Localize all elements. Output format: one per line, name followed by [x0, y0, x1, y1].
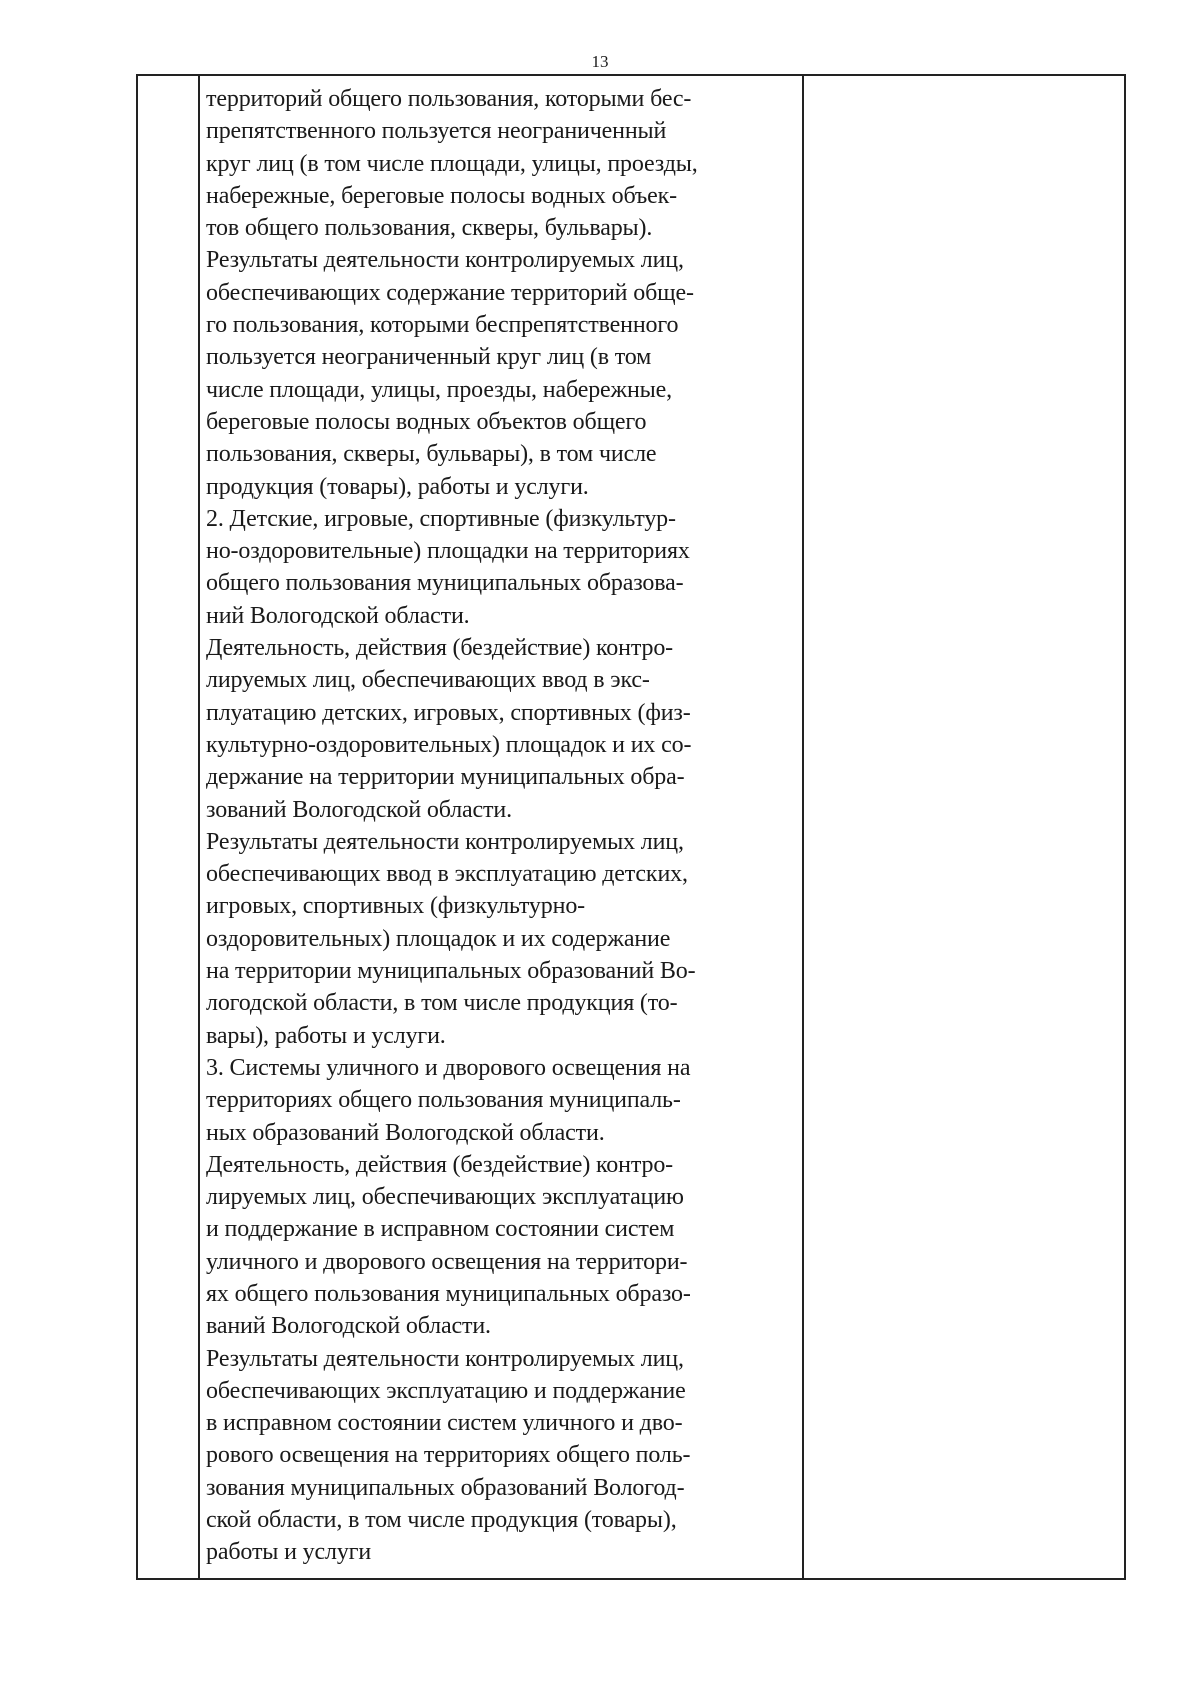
text-line: числе площади, улицы, проезды, набережные,	[206, 376, 673, 403]
text-line: Деятельность, действия (бездействие) контро-	[206, 635, 674, 662]
text-line: но-оздоровительные) площадки на территориях	[206, 538, 690, 565]
text-line: и поддержание в исправном состоянии систем	[206, 1216, 675, 1243]
text-line: работы и услуги	[206, 1539, 372, 1566]
content-text	[200, 76, 802, 1569]
text-line: вары), работы и услуги.	[206, 1022, 446, 1049]
text-line: зования муниципальных образований Вологод-	[206, 1474, 685, 1501]
text-line: 3. Системы уличного и дворового освещения на	[206, 1054, 691, 1081]
table-row	[137, 75, 1125, 1579]
text-line: ных образований Вологодской области.	[206, 1119, 605, 1146]
text-line: в исправном состоянии систем уличного и дво-	[206, 1410, 683, 1437]
text-line: пользования, скверы, бульвары), в том числе	[206, 441, 657, 468]
text-line: обеспечивающих ввод в эксплуатацию детских,	[206, 861, 688, 888]
text-line: лируемых лиц, обеспечивающих эксплуатацию	[206, 1184, 684, 1211]
text-line: обеспечивающих эксплуатацию и поддержание	[206, 1377, 686, 1404]
text-line: логодской области, в том числе продукция (то-	[206, 990, 678, 1017]
text-line: го пользования, которыми беспрепятственного	[206, 312, 679, 339]
index-cell	[137, 75, 199, 1579]
text-line: препятственного пользуется неограниченный	[206, 118, 667, 145]
notes-cell	[803, 75, 1125, 1579]
text-line: держание на территории муниципальных обра-	[206, 764, 685, 791]
text-line: общего пользования муниципальных образова-	[206, 570, 684, 597]
text-line: оздоровительных) площадок и их содержание	[206, 925, 671, 952]
text-line: Результаты деятельности контролируемых лиц,	[206, 1345, 684, 1372]
text-line: Результаты деятельности контролируемых лиц,	[206, 247, 684, 274]
text-line: ской области, в том числе продукция (товары),	[206, 1507, 677, 1534]
text-line: культурно-оздоровительных) площадок и их со-	[206, 731, 692, 758]
text-line: набережные, береговые полосы водных объек-	[206, 182, 678, 209]
text-line: круг лиц (в том числе площади, улицы, проезды,	[206, 150, 698, 177]
text-line: продукция (товары), работы и услуги.	[206, 473, 589, 500]
text-line: тов общего пользования, скверы, бульвары).	[206, 215, 653, 242]
text-line: обеспечивающих содержание территорий обще-	[206, 279, 694, 306]
text-line: лируемых лиц, обеспечивающих ввод в экс-	[206, 667, 650, 694]
page-number: 13	[591, 52, 609, 71]
text-line: пользуется неограниченный круг лиц (в том	[206, 344, 652, 371]
text-line: ний Вологодской области.	[206, 602, 470, 629]
text-line: 2. Детские, игровые, спортивные (физкультур-	[206, 505, 676, 532]
text-line: ях общего пользования муниципальных образо-	[206, 1280, 691, 1307]
text-line: игровых, спортивных (физкультурно-	[206, 893, 586, 920]
text-line: береговые полосы водных объектов общего	[206, 408, 647, 435]
text-line: ваний Вологодской области.	[206, 1313, 491, 1340]
content-cell	[199, 75, 803, 1579]
text-line: уличного и дворового освещения на территори-	[206, 1248, 688, 1275]
text-line: зований Вологодской области.	[206, 796, 512, 823]
text-line: на территории муниципальных образований Во-	[206, 958, 696, 985]
text-line: Деятельность, действия (бездействие) контро-	[206, 1151, 674, 1178]
text-line: рового освещения на территориях общего поль-	[206, 1442, 691, 1469]
text-line: Результаты деятельности контролируемых лиц,	[206, 828, 684, 855]
text-line: плуатацию детских, игровых, спортивных (физ-	[206, 699, 691, 726]
text-line: территориях общего пользования муниципаль-	[206, 1087, 681, 1114]
text-line: территорий общего пользования, которыми бес-	[206, 86, 692, 112]
document-table	[136, 74, 1126, 1580]
